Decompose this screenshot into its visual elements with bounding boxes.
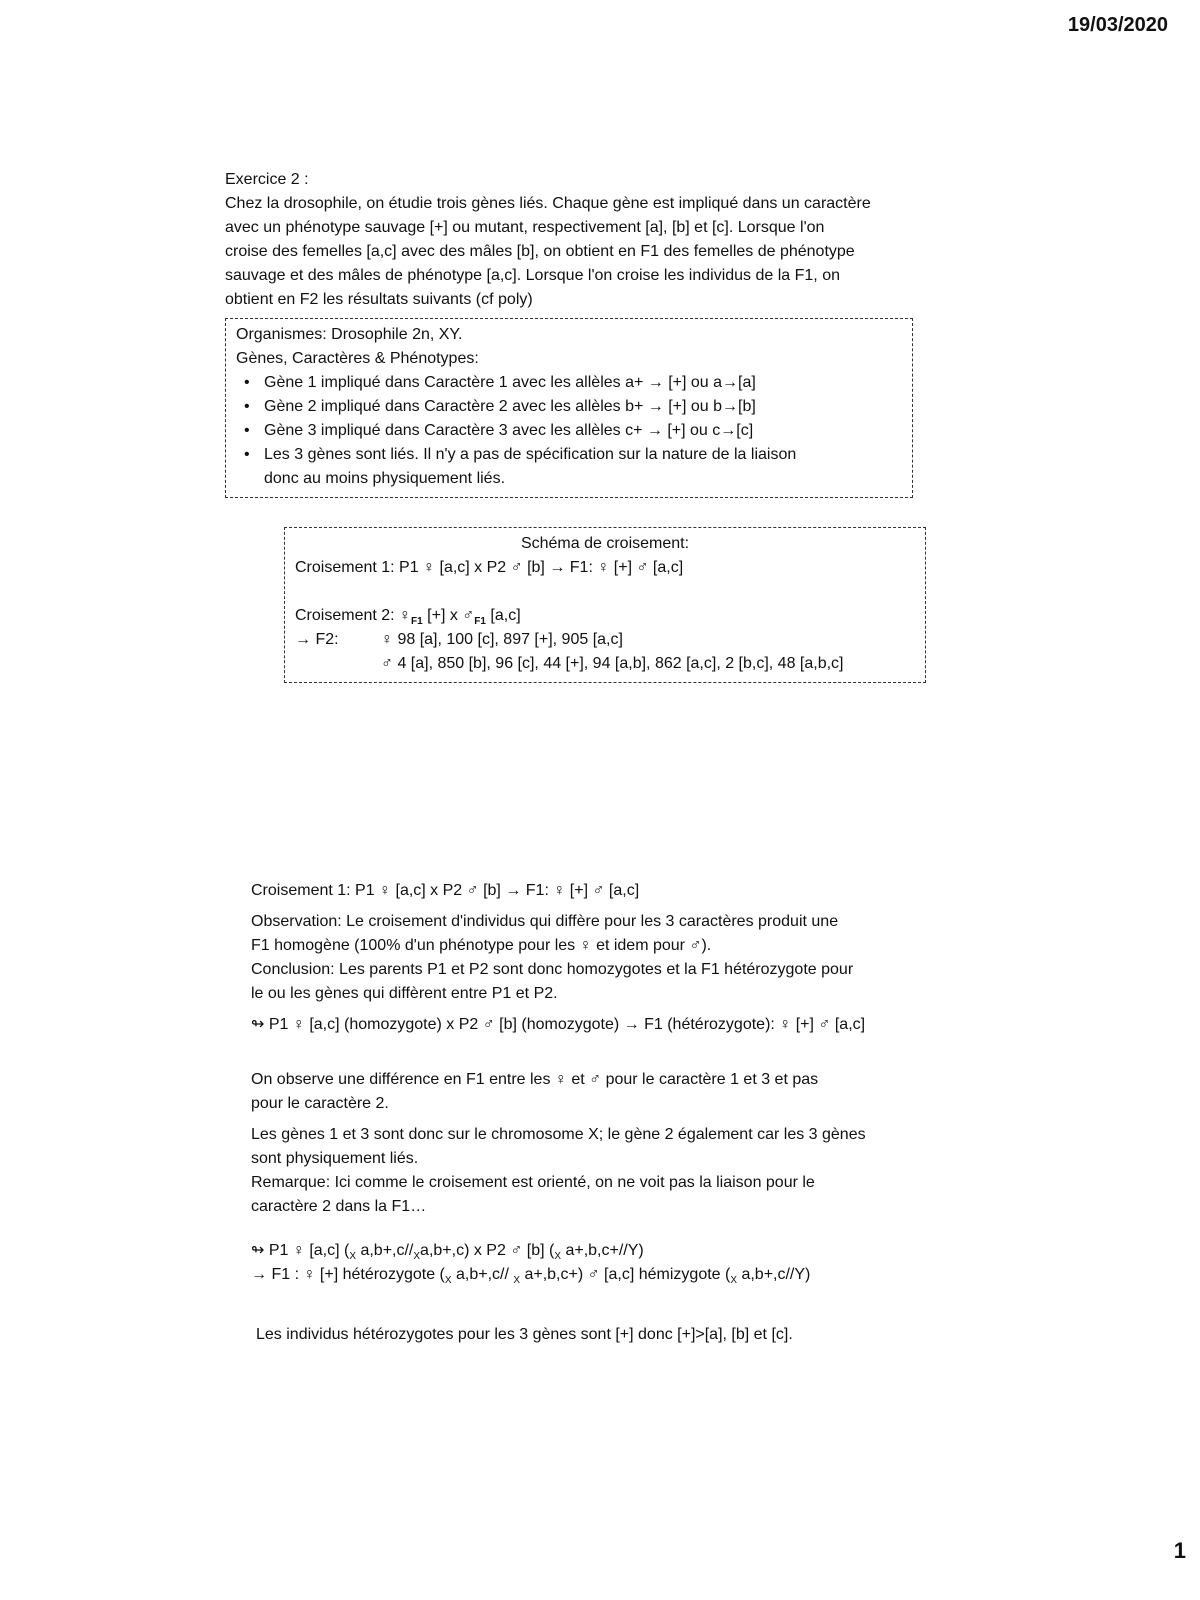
exercise-line: obtient en F2 les résultats suivants (cf poly) bbox=[225, 291, 533, 308]
exercise-statement bbox=[225, 168, 871, 312]
cross-scheme-title: Schéma de croisement: bbox=[520, 535, 690, 552]
arrow-summary-1: ↬ P1 ♀ [a,c] (homozygote) x P2 ♂ [b] (homozygote) → F1 (hétérozygote): ♀ [+] ♂ [a,c] bbox=[251, 1016, 866, 1033]
remark-line: Remarque: Ici comme le croisement est orienté, on ne voit pas la liaison pour le bbox=[251, 1174, 815, 1191]
observation-block bbox=[251, 910, 853, 1006]
genotype-f1-line: → F1 : ♀ [+] hétérozygote ($_X$ a,b+,c// $_X$ a+,b,c+) ♂ [a,c] hémizygote ($_X$ a,b+,c//Y) bbox=[251, 1266, 811, 1287]
remark-line: caractère 2 dans la F1… bbox=[251, 1198, 427, 1215]
analysis-cross1: Croisement 1: P1 ♀ [a,c] x P2 ♂ [b] → F1: ♀ [+] ♂ [a,c] bbox=[251, 882, 640, 899]
observation-line: Observation: Le croisement d'individus qui diffère pour les 3 caractères produit une bbox=[251, 913, 839, 930]
genotype-block bbox=[251, 1239, 810, 1287]
difference-line: On observe une différence en F1 entre les ♀ et ♂ pour le caractère 1 et 3 et pas bbox=[251, 1071, 819, 1088]
final-statement: Les individus hétérozygotes pour les 3 gènes sont [+] donc [+]>[a], [b] et [c]. bbox=[256, 1326, 793, 1343]
conclusion-line: Conclusion: Les parents P1 et P2 sont donc homozygotes et la F1 hétérozygote pour bbox=[251, 961, 854, 978]
gene-bullet: • Gène 1 impliqué dans Caractère 1 avec les allèles a+ → [+] ou a→[a] bbox=[236, 371, 912, 395]
genes-title: Gènes, Caractères & Phénotypes: bbox=[236, 350, 479, 367]
genes-block bbox=[251, 1123, 866, 1219]
f2-females-line: → F2: ♀ 98 [a], 100 [c], 897 [+], 905 [a,c] bbox=[295, 631, 623, 648]
genes-line: Les gènes 1 et 3 sont donc sur le chromosome X; le gène 2 également car les 3 gènes bbox=[251, 1126, 866, 1143]
genotype-parents-line: ↬ P1 ♀ [a,c] ($_X$ $a,b+,c//_Xa,b+,c$) x P2 ♂ [b] ($_X$ a+,b,c+//Y) bbox=[251, 1242, 644, 1263]
organisms-line: Organismes: Drosophile 2n, XY. bbox=[236, 326, 463, 343]
cross2-line: Croisement 2: $♀_{F1}$ [+] x $♂_{F1}$ [a,c] bbox=[295, 607, 521, 628]
gene-bullet-continuation: donc au moins physiquement liés. bbox=[264, 470, 506, 487]
exercise-line: Chez la drosophile, on étudie trois gènes liés. Chaque gène est impliqué dans un caractère bbox=[225, 195, 871, 212]
gene-bullet: • Gène 2 impliqué dans Caractère 2 avec les allèles b+ → [+] ou b→[b] bbox=[236, 395, 912, 419]
info-box bbox=[225, 318, 913, 498]
genes-line: sont physiquement liés. bbox=[251, 1150, 419, 1167]
gene-bullet: • Les 3 gènes sont liés. Il n'y a pas de spécification sur la nature de la liaison bbox=[236, 443, 912, 467]
page-number: 1 bbox=[1173, 1538, 1186, 1563]
gene-bullet: • Gène 3 impliqué dans Caractère 3 avec les allèles c+ → [+] ou c→[c] bbox=[236, 419, 912, 443]
conclusion-line: le ou les gènes qui diffèrent entre P1 et P2. bbox=[251, 985, 558, 1002]
difference-line: pour le caractère 2. bbox=[251, 1095, 389, 1112]
difference-block bbox=[251, 1068, 818, 1116]
exercise-line: sauvage et des mâles de phénotype [a,c]. Lorsque l'on croise les individus de la F1, on bbox=[225, 267, 840, 284]
cross1-line: Croisement 1: P1 ♀ [a,c] x P2 ♂ [b] → F1: ♀ [+] ♂ [a,c] bbox=[295, 559, 684, 576]
exercise-line: croise des femelles [a,c] avec des mâles [b], on obtient en F1 des femelles de phénotype bbox=[225, 243, 855, 260]
page-date: 19/03/2020 bbox=[1067, 14, 1168, 36]
f2-males-line: ♂ 4 [a], 850 [b], 96 [c], 44 [+], 94 [a,b], 862 [a,c], 2 [b,c], 48 [a,b,c] bbox=[381, 655, 844, 672]
exercise-line: avec un phénotype sauvage [+] ou mutant, respectivement [a], [b] et [c]. Lorsque l'on bbox=[225, 219, 825, 236]
cross-scheme-box bbox=[284, 527, 926, 683]
observation-line: F1 homogène (100% d'un phénotype pour les ♀ et idem pour ♂). bbox=[251, 937, 712, 954]
exercise-title: Exercice 2 : bbox=[225, 171, 309, 188]
